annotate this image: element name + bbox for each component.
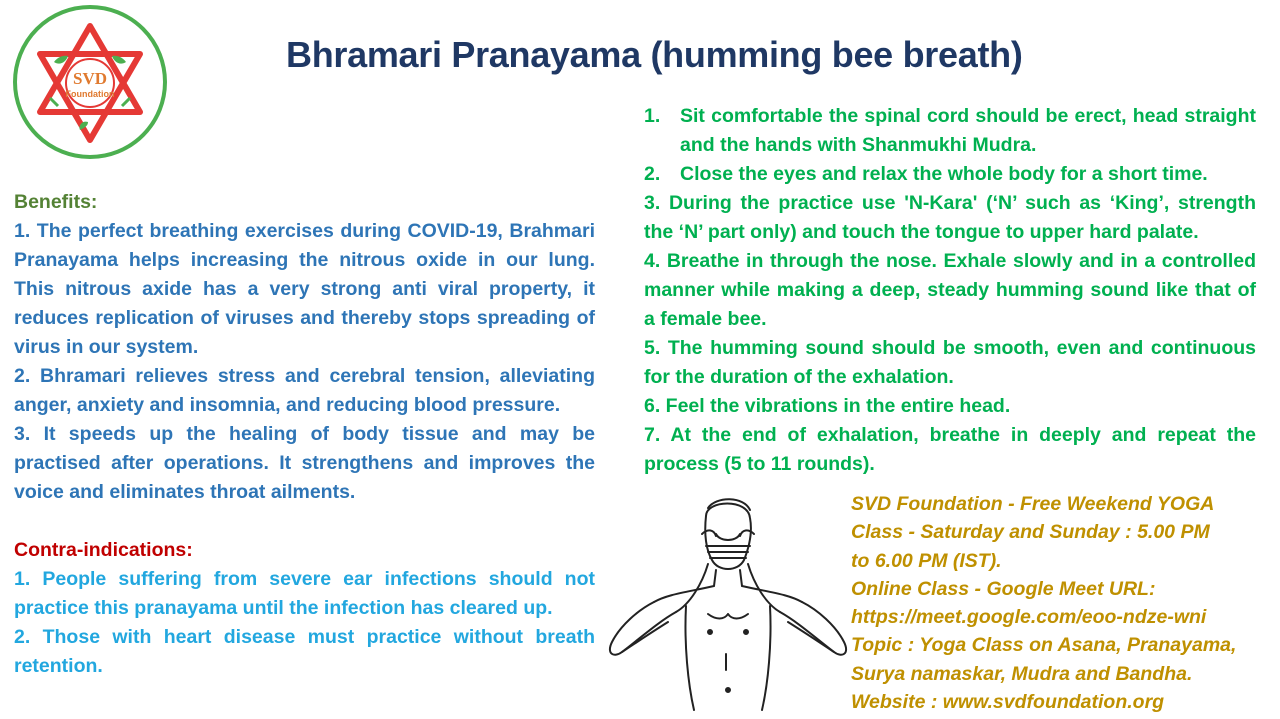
step-item: 6. Feel the vibrations in the entire head.	[644, 395, 1011, 417]
step-number: 1.	[644, 105, 661, 127]
contra-item: 1. People suffering from severe ear infections should not practice this pranayama until the infection has cleared up.	[14, 568, 595, 619]
website-link[interactable]: Website : www.svdfoundation.org	[851, 691, 1165, 714]
svd-foundation-logo	[10, 4, 170, 160]
info-line: Surya namaskar, Mudra and Bandha.	[851, 662, 1193, 685]
step-item: 3. During the practice use 'N-Kara' (‘N’ such as ‘King’, strength the ‘N’ part only) and touch the tongue to upper hard palate.	[644, 192, 1256, 243]
benefit-item: 1. The perfect breathing exercises during COVID-19, Brahmari Pranayama helps increasing the nitrous oxide in our lung. This nitrous axide has a very strong anti viral property, it reduces replication of viruses and thereby stops spreading of virus in our system.	[14, 220, 595, 358]
info-line: Online Class - Google Meet URL:	[851, 577, 1156, 600]
info-line: Topic : Yoga Class on Asana, Pranayama,	[851, 634, 1237, 657]
benefits-heading: Benefits:	[14, 191, 98, 213]
info-line: to 6.00 PM (IST).	[851, 549, 1002, 572]
meet-url[interactable]: https://meet.google.com/eoo-ndze-wni	[851, 606, 1207, 629]
step-item	[644, 160, 1256, 189]
left-column	[14, 188, 595, 681]
step-item: 7. At the end of exhalation, breathe in deeply and repeat the process (5 to 11 rounds).	[644, 424, 1256, 475]
bhramari-mudra-figure	[598, 494, 860, 714]
step-number: 2.	[644, 163, 661, 185]
logo-text-foundation: Foundation	[65, 89, 115, 99]
benefit-item: 2. Bhramari relieves stress and cerebral tension, alleviating anger, anxiety and insomnia, and reducing blood pressure.	[14, 365, 595, 416]
practice-steps	[644, 102, 1256, 479]
contra-indications-heading: Contra-indications:	[14, 539, 193, 561]
step-item: 4. Breathe in through the nose. Exhale slowly and in a controlled manner while making a deep, steady humming sound like that of a female bee.	[644, 250, 1256, 330]
benefit-item: 3. It speeds up the healing of body tissue and may be practised after operations. It strengthens and improves the voice and eliminates throat ailments.	[14, 423, 595, 503]
logo-text-svd: SVD	[72, 69, 108, 88]
info-line: SVD Foundation - Free Weekend YOGA	[851, 493, 1215, 515]
step-text: Sit comfortable the spinal cord should be erect, head straight and the hands with Shanmukhi Mudra.	[680, 105, 1256, 156]
step-item	[644, 102, 1256, 160]
info-line: Class - Saturday and Sunday : 5.00 PM	[851, 521, 1210, 544]
step-item: 5. The humming sound should be smooth, even and continuous for the duration of the exhalation.	[644, 337, 1256, 388]
class-info	[851, 490, 1276, 716]
page-title: Bhramari Pranayama (humming bee breath)	[286, 34, 1023, 75]
step-text: Close the eyes and relax the whole body for a short time.	[680, 163, 1208, 185]
contra-item: 2. Those with heart disease must practice without breath retention.	[14, 626, 595, 677]
